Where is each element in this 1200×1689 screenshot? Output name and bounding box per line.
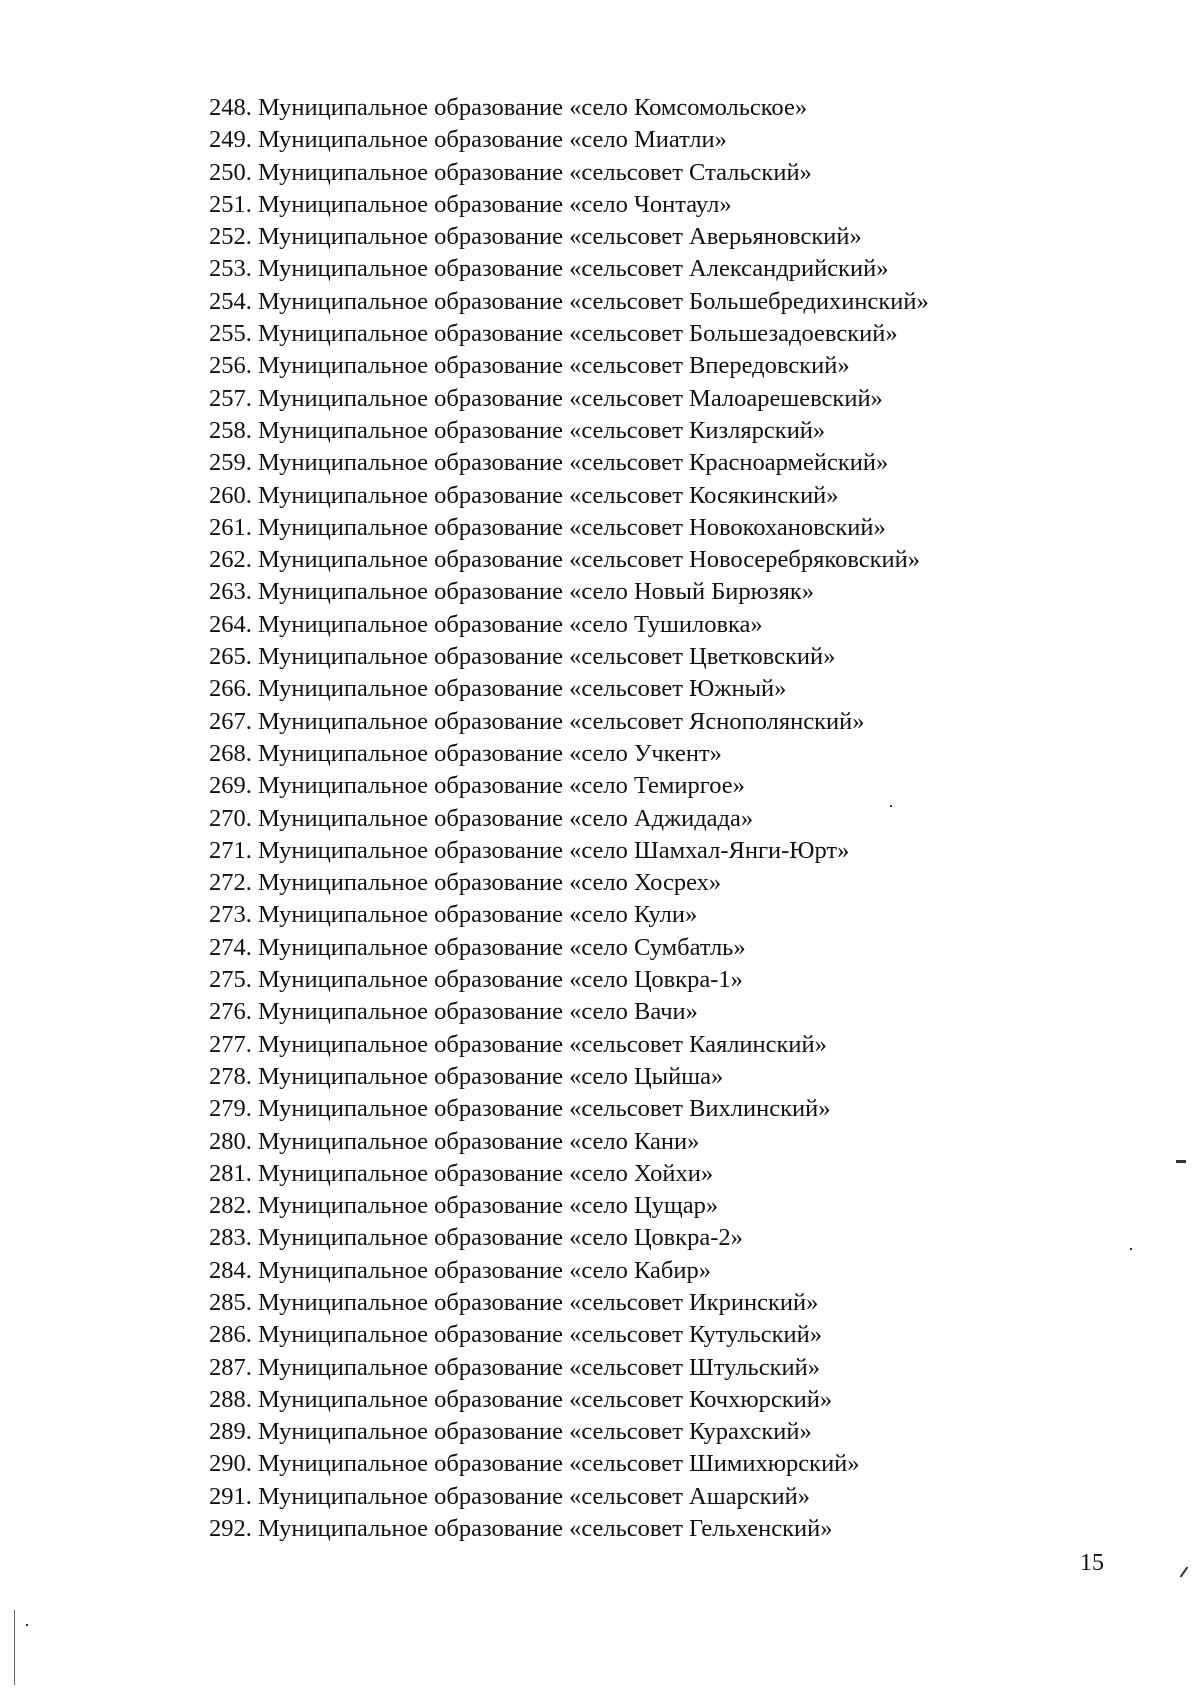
entry-text: Муниципальное образование «село Цущар»: [258, 1192, 719, 1220]
list-item: [209, 1481, 929, 1513]
list-item: [209, 738, 929, 770]
entry-number: 274.: [209, 933, 252, 961]
scan-artifact-mark: [1176, 1160, 1186, 1163]
entry-text: Муниципальное образование «сельсовет Большезадоевский»: [258, 320, 898, 348]
entry-text: Муниципальное образование «сельсовет Кочхюрский»: [258, 1385, 833, 1413]
list-item: [209, 1255, 929, 1287]
list-item: [209, 1158, 929, 1190]
list-item: [209, 576, 929, 608]
entry-number: 270.: [209, 804, 252, 832]
entry-number: 275.: [209, 966, 252, 994]
scan-artifact-mark: [890, 805, 892, 807]
entry-number: 251.: [209, 190, 252, 218]
list-item: [209, 92, 929, 124]
entry-text: Муниципальное образование «сельсовет Яснополянский»: [258, 707, 865, 735]
list-item: [209, 899, 929, 931]
scan-artifact-mark: [1130, 1248, 1132, 1250]
list-item: [209, 770, 929, 802]
list-item: [209, 1222, 929, 1254]
entry-number: 254.: [209, 287, 252, 315]
entry-number: 282.: [209, 1192, 252, 1220]
entry-number: 271.: [209, 836, 252, 864]
entry-text: Муниципальное образование «село Кабир»: [258, 1256, 711, 1284]
entry-number: 289.: [209, 1418, 252, 1446]
entry-number: 255.: [209, 320, 252, 348]
list-item: [209, 1319, 929, 1351]
entry-text: Муниципальное образование «сельсовет Впередовский»: [258, 352, 850, 380]
entry-number: 257.: [209, 384, 252, 412]
list-item: [209, 415, 929, 447]
list-item: [209, 1384, 929, 1416]
list-item: [209, 964, 929, 996]
list-item: [209, 318, 929, 350]
entry-number: 258.: [209, 416, 252, 444]
list-item: [209, 706, 929, 738]
list-item: [209, 1513, 929, 1545]
list-item: [209, 286, 929, 318]
entry-text: Муниципальное образование «село Темиргое»: [258, 772, 745, 800]
list-item: [209, 383, 929, 415]
entry-text: Муниципальное образование «село Цовкра-2»: [258, 1224, 743, 1252]
page-number: 15: [1080, 1550, 1104, 1576]
list-item: [209, 221, 929, 253]
entry-number: 253.: [209, 255, 252, 283]
entry-text: Муниципальное образование «сельсовет Новокохановский»: [258, 513, 886, 541]
entry-text: Муниципальное образование «сельсовет Цветковский»: [258, 643, 836, 671]
entry-number: 277.: [209, 1030, 252, 1058]
entry-text: Муниципальное образование «сельсовет Икринский»: [258, 1288, 819, 1316]
entry-number: 261.: [209, 513, 252, 541]
entry-text: Муниципальное образование «село Шамхал-Янги-Юрт»: [258, 836, 850, 864]
entry-number: 286.: [209, 1321, 252, 1349]
entry-text: Муниципальное образование «село Хосрех»: [258, 869, 722, 897]
entry-text: Муниципальное образование «село Новый Бирюзяк»: [258, 578, 815, 606]
entry-text: Муниципальное образование «сельсовет Александрийский»: [258, 255, 889, 283]
list-item: [209, 609, 929, 641]
entry-text: Муниципальное образование «сельсовет Малоарешевский»: [258, 384, 883, 412]
list-item: [209, 867, 929, 899]
entry-number: 249.: [209, 126, 252, 154]
entry-number: 264.: [209, 610, 252, 638]
entry-number: 283.: [209, 1224, 252, 1252]
list-item: [209, 803, 929, 835]
list-item: [209, 253, 929, 285]
list-item: [209, 480, 929, 512]
list-item: [209, 1352, 929, 1384]
entry-number: 269.: [209, 772, 252, 800]
list-item: [209, 189, 929, 221]
entry-number: 259.: [209, 449, 252, 477]
entry-text: Муниципальное образование «сельсовет Кутульский»: [258, 1321, 823, 1349]
entry-text: Муниципальное образование «сельсовет Косякинский»: [258, 481, 839, 509]
entry-number: 268.: [209, 739, 252, 767]
entry-text: Муниципальное образование «село Комсомольское»: [258, 94, 808, 121]
entry-number: 267.: [209, 707, 252, 735]
list-item: [209, 1416, 929, 1448]
list-item: [209, 512, 929, 544]
entry-number: 285.: [209, 1288, 252, 1316]
list-item: [209, 641, 929, 673]
entry-number: 248.: [209, 94, 252, 121]
entry-number: 273.: [209, 901, 252, 929]
entry-text: Муниципальное образование «сельсовет Каялинский»: [258, 1030, 827, 1058]
entry-text: Муниципальное образование «село Учкент»: [258, 739, 722, 767]
entry-text: Муниципальное образование «сельсовет Южный»: [258, 675, 787, 703]
list-item: [209, 1448, 929, 1480]
list-item: [209, 1287, 929, 1319]
entry-text: Муниципальное образование «сельсовет Кизлярский»: [258, 416, 826, 444]
entry-text: Муниципальное образование «село Тушиловка»: [258, 610, 763, 638]
entry-number: 287.: [209, 1353, 252, 1381]
entry-number: 265.: [209, 643, 252, 671]
list-item: [209, 1190, 929, 1222]
entry-text: Муниципальное образование «сельсовет Стальский»: [258, 158, 812, 186]
list-item: [209, 932, 929, 964]
list-item: [209, 1126, 929, 1158]
entry-text: Муниципальное образование «село Хойхи»: [258, 1159, 714, 1187]
entry-text: Муниципальное образование «сельсовет Большебредихинский»: [258, 287, 929, 315]
entry-number: 266.: [209, 675, 252, 703]
list-item: [209, 673, 929, 705]
entry-number: 290.: [209, 1450, 252, 1478]
entry-number: 263.: [209, 578, 252, 606]
municipality-list: [209, 92, 929, 1545]
list-item: [209, 1093, 929, 1125]
entry-number: 280.: [209, 1127, 252, 1155]
entry-text: Муниципальное образование «сельсовет Вихлинский»: [258, 1095, 831, 1123]
entry-number: 279.: [209, 1095, 252, 1123]
entry-number: 250.: [209, 158, 252, 186]
entry-number: 252.: [209, 223, 252, 251]
list-item: [209, 124, 929, 156]
entry-text: Муниципальное образование «село Цыйша»: [258, 1062, 724, 1090]
entry-number: 284.: [209, 1256, 252, 1284]
entry-text: Муниципальное образование «сельсовет Красноармейский»: [258, 449, 889, 477]
entry-text: Муниципальное образование «сельсовет Курахский»: [258, 1418, 812, 1446]
entry-text: Муниципальное образование «сельсовет Аверьяновский»: [258, 223, 862, 251]
list-item: [209, 1061, 929, 1093]
entry-text: Муниципальное образование «сельсовет Новосеребряковский»: [258, 546, 920, 574]
entry-number: 291.: [209, 1482, 252, 1510]
entry-number: 256.: [209, 352, 252, 380]
entry-number: 260.: [209, 481, 252, 509]
entry-text: Муниципальное образование «село Кули»: [258, 901, 698, 929]
scan-artifact-mark: [1180, 1567, 1189, 1578]
entry-text: Муниципальное образование «сельсовет Шимихюрский»: [258, 1450, 860, 1478]
entry-text: Муниципальное образование «сельсовет Штульский»: [258, 1353, 820, 1381]
entry-text: Муниципальное образование «село Вачи»: [258, 998, 698, 1026]
list-item: [209, 157, 929, 189]
entry-number: 288.: [209, 1385, 252, 1413]
entry-text: Муниципальное образование «село Цовкра-1»: [258, 966, 743, 994]
entry-text: Муниципальное образование «сельсовет Ашарский»: [258, 1482, 810, 1510]
entry-text: Муниципальное образование «село Миатли»: [258, 126, 727, 154]
entry-number: 276.: [209, 998, 252, 1026]
entry-text: Муниципальное образование «село Сумбатль»: [258, 933, 746, 961]
entry-number: 281.: [209, 1159, 252, 1187]
entry-text: Муниципальное образование «село Аджидада»: [258, 804, 754, 832]
list-item: [209, 544, 929, 576]
scan-artifact-mark: [26, 1624, 28, 1626]
list-item: [209, 835, 929, 867]
entry-text: Муниципальное образование «село Кани»: [258, 1127, 700, 1155]
entry-number: 262.: [209, 546, 252, 574]
list-item: [209, 350, 929, 382]
entry-number: 292.: [209, 1515, 252, 1543]
entry-number: 278.: [209, 1062, 252, 1090]
entry-number: 272.: [209, 869, 252, 897]
entry-text: Муниципальное образование «село Чонтаул»: [258, 190, 732, 218]
list-item: [209, 447, 929, 479]
list-item: [209, 1029, 929, 1061]
scan-artifact-mark: [14, 1610, 15, 1685]
entry-text: Муниципальное образование «сельсовет Гельхенский»: [258, 1515, 833, 1543]
list-item: [209, 996, 929, 1028]
